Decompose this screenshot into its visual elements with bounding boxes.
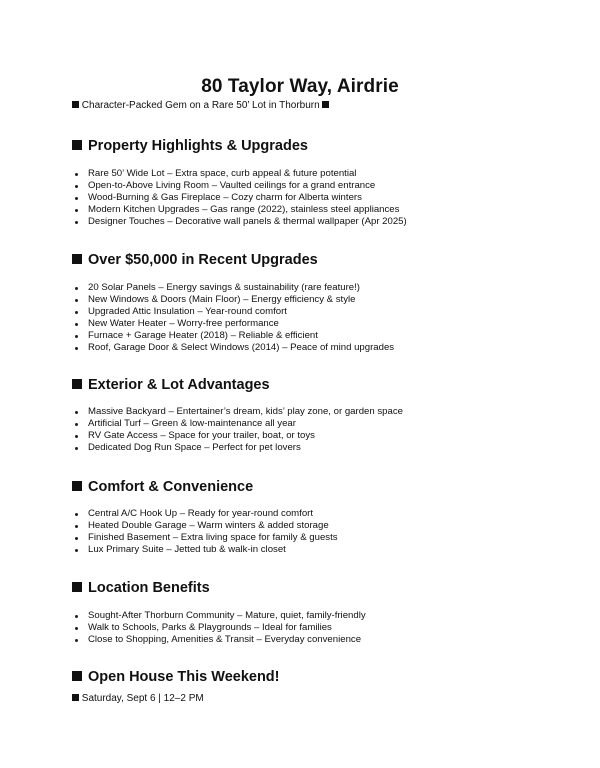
list-item: Open-to-Above Living Room – Vaulted ceilings for a grand entrance (72, 180, 407, 192)
open-house-details-text: Saturday, Sept 6 | 12–2 PM (81, 693, 204, 704)
square-heading-icon (72, 671, 82, 681)
bullet-dot-icon (75, 335, 78, 338)
list-item: Central A/C Hook Up – Ready for year-round comfort (72, 508, 338, 520)
section-heading-text: Location Benefits (88, 580, 210, 596)
list-item: Wood-Burning & Gas Fireplace – Cozy charm for Alberta winters (72, 192, 407, 204)
list-item: Designer Touches – Decorative wall panels & thermal wallpaper (Apr 2025) (72, 216, 407, 228)
square-heading-icon (72, 582, 82, 592)
list-item: Artificial Turf – Green & low-maintenance all year (72, 418, 403, 430)
list-item: Finished Basement – Extra living space for family & guests (72, 532, 338, 544)
list-item: 20 Solar Panels – Energy savings & sustainability (rare feature!) (72, 282, 394, 294)
bullet-dot-icon (75, 411, 78, 414)
bullet-dot-icon (75, 549, 78, 552)
tagline-text: Character-Packed Gem on a Rare 50’ Lot in Thorburn (81, 100, 320, 111)
list-item: Walk to Schools, Parks & Playgrounds – Ideal for families (72, 622, 366, 634)
list-item: New Water Heater – Worry-free performance (72, 318, 394, 330)
section-heading-upgrades (72, 252, 318, 268)
list-item: New Windows & Doors (Main Floor) – Energy efficiency & style (72, 294, 394, 306)
bullet-dot-icon (75, 221, 78, 224)
section-heading-open-house (72, 669, 280, 685)
page-title: 80 Taylor Way, Airdrie (201, 76, 399, 97)
bullet-dot-icon (75, 615, 78, 618)
list-highlights (72, 168, 407, 228)
list-item: Upgraded Attic Insulation – Year-round comfort (72, 306, 394, 318)
bullet-dot-icon (75, 209, 78, 212)
square-heading-icon (72, 140, 82, 150)
section-heading-location (72, 580, 210, 596)
bullet-dot-icon (75, 287, 78, 290)
list-item: Close to Shopping, Amenities & Transit – Everyday convenience (72, 634, 366, 646)
bullet-dot-icon (75, 347, 78, 350)
list-item: Roof, Garage Door & Select Windows (2014) – Peace of mind upgrades (72, 342, 394, 354)
square-heading-icon (72, 254, 82, 264)
bullet-dot-icon (75, 513, 78, 516)
bullet-dot-icon (75, 447, 78, 450)
bullet-dot-icon (75, 423, 78, 426)
list-item: Massive Backyard – Entertainer’s dream, kids’ play zone, or garden space (72, 406, 403, 418)
bullet-dot-icon (75, 299, 78, 302)
square-heading-icon (72, 481, 82, 491)
tagline (72, 100, 329, 111)
bullet-dot-icon (75, 435, 78, 438)
list-item: RV Gate Access – Space for your trailer, boat, or toys (72, 430, 403, 442)
section-heading-exterior (72, 377, 270, 393)
open-house-details (72, 693, 204, 704)
list-item: Modern Kitchen Upgrades – Gas range (2022), stainless steel appliances (72, 204, 407, 216)
bullet-dot-icon (75, 185, 78, 188)
square-bullet-icon (72, 101, 79, 108)
list-item: Lux Primary Suite – Jetted tub & walk-in closet (72, 544, 338, 556)
section-heading-text: Comfort & Convenience (88, 479, 254, 495)
list-upgrades (72, 282, 394, 354)
list-location (72, 610, 366, 646)
bullet-dot-icon (75, 173, 78, 176)
list-item: Furnace + Garage Heater (2018) – Reliable & efficient (72, 330, 394, 342)
section-heading-highlights (72, 138, 308, 154)
bullet-dot-icon (75, 627, 78, 630)
bullet-dot-icon (75, 537, 78, 540)
list-item: Sought-After Thorburn Community – Mature, quiet, family-friendly (72, 610, 366, 622)
bullet-dot-icon (75, 525, 78, 528)
list-item: Dedicated Dog Run Space – Perfect for pet lovers (72, 442, 403, 454)
bullet-dot-icon (75, 323, 78, 326)
section-heading-comfort (72, 479, 253, 495)
square-heading-icon (72, 379, 82, 389)
list-comfort (72, 508, 338, 556)
bullet-dot-icon (75, 311, 78, 314)
section-heading-text: Over $50,000 in Recent Upgrades (88, 252, 318, 268)
square-bullet-icon (322, 101, 329, 108)
section-heading-text: Open House This Weekend! (88, 669, 280, 685)
bullet-dot-icon (75, 639, 78, 642)
square-bullet-icon (72, 694, 79, 701)
list-exterior (72, 406, 403, 454)
list-item: Rare 50’ Wide Lot – Extra space, curb appeal & future potential (72, 168, 407, 180)
section-heading-text: Property Highlights & Upgrades (88, 138, 308, 154)
bullet-dot-icon (75, 197, 78, 200)
section-heading-text: Exterior & Lot Advantages (88, 377, 270, 393)
list-item: Heated Double Garage – Warm winters & added storage (72, 520, 338, 532)
